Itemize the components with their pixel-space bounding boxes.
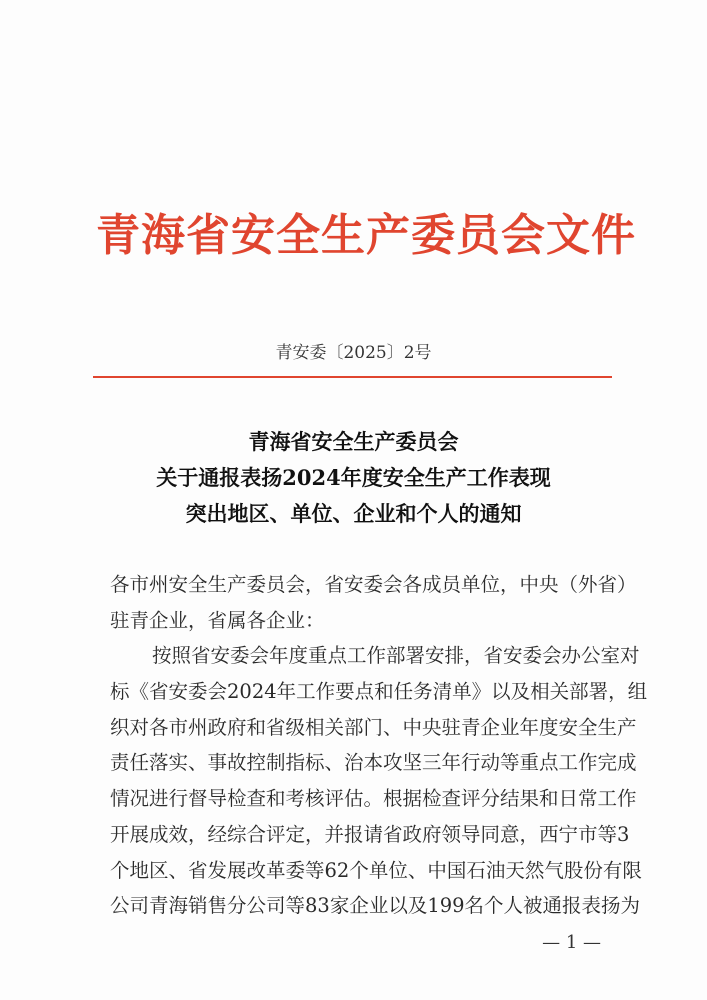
body-line: 公司青海销售分公司等83家企业以及199名个人被通报表扬为 bbox=[110, 894, 641, 918]
body-line: 情况进行督导检查和考核评估。根据检查评分结果和日常工作 bbox=[110, 787, 637, 811]
notice-body bbox=[110, 567, 648, 924]
body-line: 个地区、省发展改革委等62个单位、中国石油天然气股份有限 bbox=[110, 858, 642, 882]
body-line: 各市州安全生产委员会，省安委会各成员单位，中央（外省） bbox=[110, 573, 637, 596]
title-line: 关于通报表扬2024年度安全生产工作表现 bbox=[156, 465, 551, 490]
body-line: 责任落实、事故控制指标、治本攻坚三年行动等重点工作完成 bbox=[110, 751, 637, 775]
body-line: 开展成效，经综合评定，并报请省政府领导同意，西宁市等3 bbox=[110, 822, 630, 846]
page-number: — 1 — bbox=[542, 932, 601, 953]
body-line: 标《省安委会2024年工作要点和任务清单》以及相关部署，组 bbox=[110, 680, 648, 704]
body-line: 驻青企业，省属各企业： bbox=[110, 608, 325, 632]
document-number: 青安委〔2025〕2号 bbox=[275, 343, 432, 363]
title-line: 青海省安全生产委员会 bbox=[248, 429, 459, 454]
notice-title bbox=[0, 424, 707, 532]
body-line: 按照省安委会年度重点工作部署安排，省安委会办公室对 bbox=[152, 644, 640, 668]
title-line: 突出地区、单位、企业和个人的通知 bbox=[185, 501, 522, 526]
red-divider bbox=[93, 376, 612, 378]
body-line: 织对各市州政府和省级相关部门、中央驻青企业年度安全生产 bbox=[110, 715, 637, 739]
document-header: 青海省安全生产委员会文件 bbox=[96, 210, 636, 261]
